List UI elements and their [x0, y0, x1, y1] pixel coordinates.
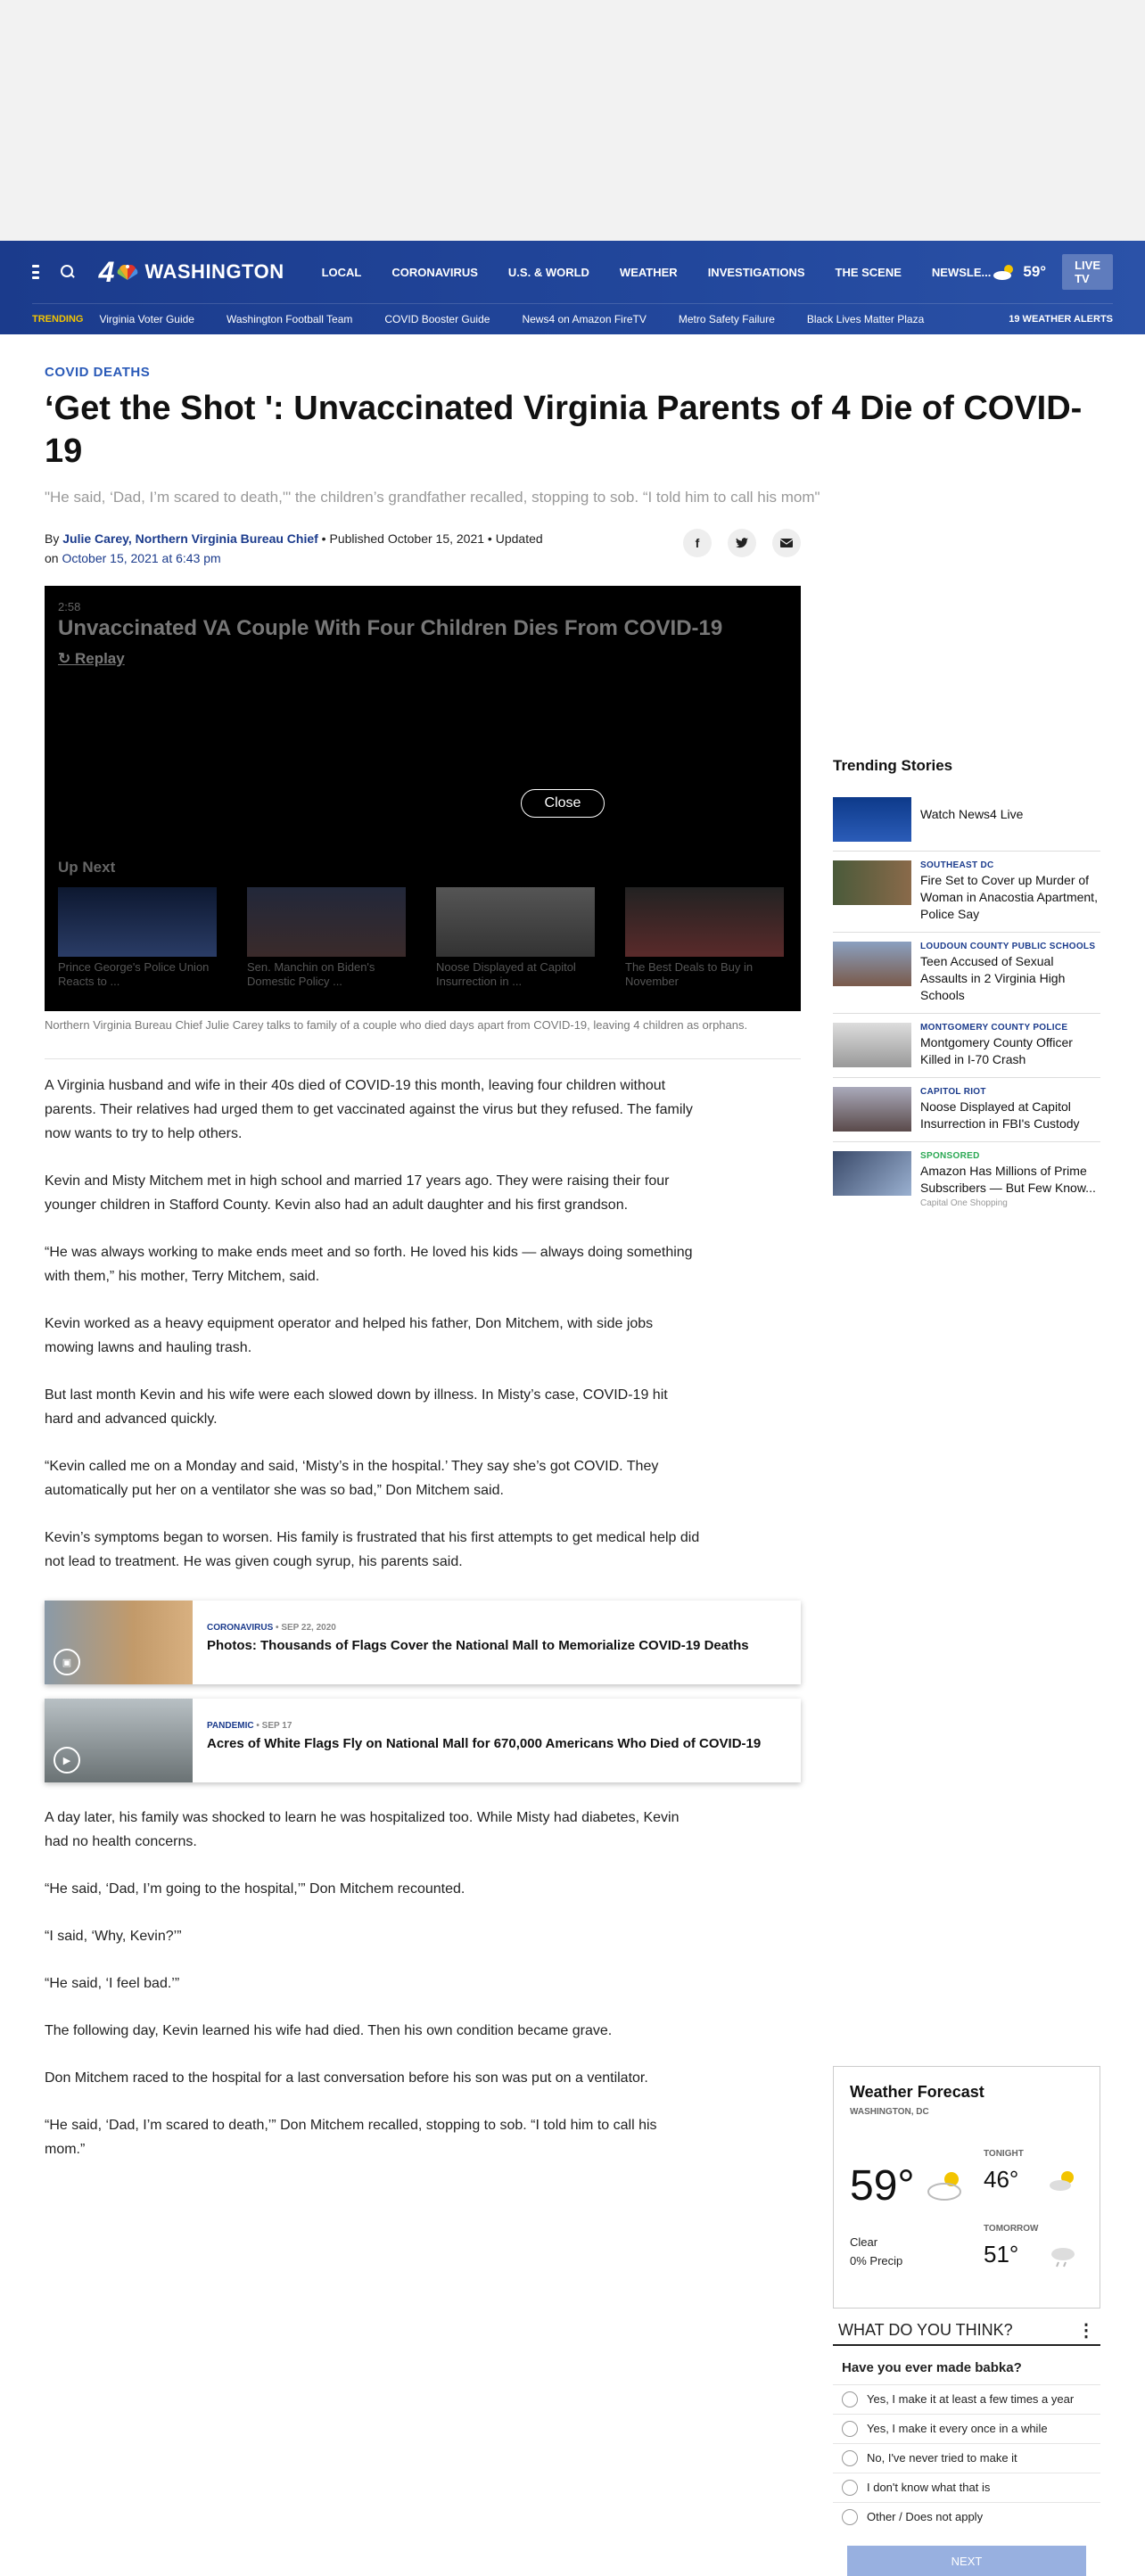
trending-story-image: [833, 1023, 911, 1067]
site-logo[interactable]: [99, 256, 284, 289]
poll-option-label: Yes, I make it every once in a while: [867, 2422, 1048, 2435]
up-next-caption: Sen. Manchin on Biden's Domestic Policy ...: [247, 960, 375, 988]
trending-story-info: [920, 1151, 1100, 1208]
trending-link[interactable]: Metro Safety Failure: [678, 313, 775, 325]
facebook-share-icon[interactable]: f: [683, 529, 712, 557]
weather-condition-block: [850, 2233, 902, 2270]
byline-on: on: [45, 551, 62, 565]
trending-link[interactable]: Washington Football Team: [226, 313, 353, 325]
weather-title: Weather Forecast: [850, 2083, 984, 2101]
primary-nav-links: [322, 266, 992, 279]
up-next-list: [58, 887, 784, 989]
trending-links: [99, 313, 1009, 325]
trending-story-info: [920, 942, 1100, 1004]
replay-button[interactable]: [58, 650, 125, 668]
trending-story-category[interactable]: MONTGOMERY COUNTY POLICE: [920, 1023, 1068, 1033]
trending-story-image: [833, 1087, 911, 1132]
play-icon: ▶: [54, 1747, 80, 1774]
tomorrow-label: TOMORROW: [984, 2224, 1039, 2234]
article-paragraph: The following day, Kevin learned his wife had died. Then his own condition became grave.: [45, 2023, 613, 2038]
related-story-image: [45, 1699, 193, 1782]
trending-stories-title: Trending Stories: [833, 757, 953, 774]
trending-stories-list: [833, 788, 1100, 1217]
peacock-logo-icon: [116, 263, 139, 281]
twitter-share-icon[interactable]: [728, 529, 756, 557]
related-story-date: • SEP 17: [253, 1721, 292, 1731]
article-paragraph: “He said, ‘I feel bad.’”: [45, 1976, 180, 1991]
poll-option[interactable]: [833, 2414, 1100, 2443]
hamburger-menu-icon[interactable]: [32, 265, 39, 279]
article-paragraph: Kevin worked as a heavy equipment operator and helped his father, Don Mitchem, with side jobs mowing lawns and hauling trash.: [45, 1316, 654, 1355]
search-icon[interactable]: [61, 265, 66, 279]
related-story-text: [193, 1601, 763, 1684]
related-story-category[interactable]: CORONAVIRUS: [207, 1623, 274, 1633]
poll-widget: [833, 2316, 1100, 2576]
radio-button[interactable]: [842, 2391, 858, 2407]
trending-story-headline[interactable]: Montgomery County Officer Killed in I-70 Crash: [920, 1035, 1073, 1066]
gallery-icon: ▣: [54, 1649, 80, 1675]
video-close-button[interactable]: Close: [521, 789, 605, 818]
related-story-date: • SEP 22, 2020: [273, 1623, 336, 1633]
article-paragraph: “Kevin called me on a Monday and said, ‘Misty’s in the hospital.’ They say she’s got COVID. They automatically put her on a ventilator she was so bad,” Don Mitchem said.: [45, 1459, 659, 1498]
article-paragraph: A day later, his family was shocked to learn he was hospitalized too. While Misty had diabetes, Kevin had no health concerns.: [45, 1810, 680, 1849]
tonight-temp: 46°: [984, 2166, 1019, 2193]
trending-story-item[interactable]: [833, 788, 1100, 852]
article-paragraph: Kevin and Misty Mitchem met in high school and married 17 years ago. They were raising their four younger children in Stafford County. Kevin also had an adult daughter and his first grandson.: [45, 1173, 670, 1213]
article-kicker[interactable]: COVID DEATHS: [45, 365, 151, 380]
replay-icon: ↻: [58, 650, 75, 667]
up-next-thumbnail: [436, 887, 595, 957]
trending-story-headline[interactable]: Noose Displayed at Capitol Insurrection in FBI's Custody: [920, 1099, 1080, 1131]
trending-story-category[interactable]: LOUDOUN COUNTY PUBLIC SCHOOLS: [920, 942, 1096, 951]
partly-cloudy-icon: [991, 262, 1017, 282]
nav-link-weather[interactable]: WEATHER: [619, 265, 678, 279]
sponsor-source: Capital One Shopping: [920, 1198, 1008, 1208]
poll-option[interactable]: [833, 2443, 1100, 2473]
trending-link[interactable]: News4 on Amazon FireTV: [522, 313, 647, 325]
tonight-forecast: [984, 2149, 1024, 2193]
main-content: [0, 365, 1145, 2568]
trending-story-item[interactable]: [833, 933, 1100, 1014]
rain-cloud-icon: [1048, 2243, 1078, 2268]
divider: [45, 1058, 801, 1059]
article-paragraph: Kevin’s symptoms began to worsen. His family is frustrated that his first attempts to get medical help did not lead to treatment. He was given cough syrup, his parents said.: [45, 1530, 700, 1569]
poll-option-label: Yes, I make it at least a few times a year: [867, 2392, 1075, 2406]
weather-precip: 0% Precip: [850, 2254, 903, 2267]
article-paragraph: “He was always working to make ends meet and so forth. He loved his kids — always doing something with them,” his mother, Terry Mitchem, said.: [45, 1245, 693, 1284]
article-dek: "He said, ‘Dad, I’m scared to death,'" the children’s grandfather recalled, stopping to sob. “I told him to call his mom": [45, 489, 820, 506]
radio-button[interactable]: [842, 2421, 858, 2437]
more-options-icon[interactable]: ⋮: [1077, 2320, 1095, 2341]
article-paragraph: “He said, ‘Dad, I’m going to the hospital,’” Don Mitchem recounted.: [45, 1881, 465, 1897]
trending-story-image: [833, 1151, 911, 1196]
trending-story-category[interactable]: CAPITOL RIOT: [920, 1087, 986, 1097]
poll-option-label: I don't know what that is: [867, 2481, 991, 2494]
tomorrow-forecast: [984, 2224, 1038, 2268]
trending-link[interactable]: Virginia Voter Guide: [99, 313, 194, 325]
weather-alerts-link[interactable]: 19 WEATHER ALERTS: [1009, 314, 1113, 325]
logo-number: 4: [98, 255, 115, 288]
trending-story-info: [920, 797, 1100, 842]
poll-title: WHAT DO YOU THINK?: [838, 2320, 1013, 2339]
related-story-image: [45, 1601, 193, 1684]
poll-header: [833, 2316, 1100, 2346]
weather-forecast-card[interactable]: [833, 2066, 1100, 2309]
article-headline: ‘Get the Shot ': Unvaccinated Virginia Parents of 4 Die of COVID-19: [45, 390, 1083, 470]
related-story-headline[interactable]: Photos: Thousands of Flags Cover the National Mall to Memorialize COVID-19 Deaths: [207, 1638, 749, 1653]
up-next-thumbnail: [625, 887, 784, 957]
poll-option[interactable]: [833, 2473, 1100, 2502]
video-duration: 2:58: [58, 600, 81, 613]
trending-story-image: [833, 860, 911, 905]
related-story-headline[interactable]: Acres of White Flags Fly on National Mall for 670,000 Americans Who Died of COVID-19: [207, 1736, 762, 1751]
poll-option[interactable]: [833, 2384, 1100, 2414]
article-paragraph: But last month Kevin and his wife were each slowed down by illness. In Misty’s case, COVID-19 hit hard and advanced quickly.: [45, 1387, 668, 1427]
nav-link-coronavirus[interactable]: CORONAVIRUS: [391, 265, 478, 279]
trending-story-info: [920, 1087, 1100, 1132]
author-link[interactable]: Julie Carey, Northern Virginia Bureau Chief: [62, 531, 318, 546]
trending-story-item[interactable]: [833, 1142, 1100, 1217]
up-next-caption: Noose Displayed at Capitol Insurrection in ...: [436, 960, 576, 988]
current-temp: 59°: [850, 2162, 915, 2210]
header-weather[interactable]: [991, 262, 1046, 282]
related-story-text: [193, 1699, 775, 1782]
radio-button[interactable]: [842, 2480, 858, 2496]
tomorrow-temp: 51°: [984, 2241, 1019, 2267]
video-caption: Northern Virginia Bureau Chief Julie Carey talks to family of a couple who died days apart from COVID-19, leaving 4 children as orphans.: [45, 1018, 748, 1032]
up-next-caption: Prince George's Police Union Reacts to ...: [58, 960, 210, 988]
related-story-category[interactable]: PANDEMIC: [207, 1721, 254, 1731]
nav-link-local[interactable]: LOCAL: [321, 265, 362, 279]
up-next-label: Up Next: [58, 859, 116, 876]
trending-story-item[interactable]: [833, 852, 1100, 933]
updated-date: October 15, 2021 at 6:43 pm: [62, 551, 221, 565]
email-share-icon[interactable]: [772, 529, 801, 557]
poll-option[interactable]: [833, 2502, 1100, 2531]
article-body-part-1: [45, 1074, 700, 1574]
video-player[interactable]: [45, 586, 801, 1011]
trending-link[interactable]: COVID Booster Guide: [384, 313, 490, 325]
byline-by: By: [45, 531, 63, 546]
trending-story-info: [920, 1023, 1100, 1068]
up-next-item[interactable]: [625, 887, 784, 989]
up-next-item[interactable]: [436, 887, 595, 989]
up-next-item[interactable]: [247, 887, 406, 989]
related-story-meta: [207, 1721, 761, 1731]
byline: [45, 529, 543, 568]
up-next-thumbnail: [247, 887, 406, 957]
weather-condition: Clear: [850, 2235, 878, 2249]
article-paragraph: “He said, ‘Dad, I’m scared to death,’” Don Mitchem recalled, stopping to sob. “I told him to call his mom.”: [45, 2118, 657, 2157]
poll-next-button[interactable]: NEXT: [847, 2546, 1086, 2576]
trending-label: TRENDING: [32, 314, 84, 325]
trending-story-image: [833, 942, 911, 986]
trending-story-category[interactable]: SOUTHEAST DC: [920, 860, 994, 870]
poll-option-label: Other / Does not apply: [867, 2510, 984, 2523]
logo-text: WASHINGTON: [144, 260, 284, 283]
article-paragraph: A Virginia husband and wife in their 40s died of COVID-19 this month, leaving four children without parents. Their relatives had urged them to get vaccinated against the virus but they refused. The family now wants to try to help others.: [45, 1078, 693, 1141]
up-next-caption: The Best Deals to Buy in November: [625, 960, 754, 988]
sponsored-label: SPONSORED: [920, 1151, 980, 1161]
radio-button[interactable]: [842, 2450, 858, 2466]
site-header: [0, 241, 1145, 334]
trending-link[interactable]: Black Lives Matter Plaza: [806, 313, 925, 325]
related-story-card[interactable]: [45, 1601, 801, 1684]
header-temp: 59°: [1023, 263, 1047, 280]
up-next-item[interactable]: [58, 887, 217, 989]
article-paragraph: “I said, ‘Why, Kevin?’”: [45, 1929, 182, 1944]
related-story-meta: [207, 1623, 749, 1633]
partly-cloudy-moon-icon: [1048, 2169, 1078, 2193]
share-buttons: [683, 529, 801, 568]
radio-button[interactable]: [842, 2509, 858, 2525]
article-body-part-2: [45, 1806, 700, 2161]
trending-story-item[interactable]: [833, 1014, 1100, 1078]
nav-link-newsletters[interactable]: NEWSLE...: [931, 265, 992, 279]
partly-cloudy-night-icon: [925, 2169, 968, 2204]
trending-story-headline[interactable]: Amazon Has Millions of Prime Subscribers — But Few Know...: [920, 1164, 1096, 1195]
trending-bar: [32, 303, 1113, 334]
poll-option-label: No, I've never tried to make it: [867, 2451, 1017, 2465]
poll-question: Have you ever made babka?: [842, 2360, 1022, 2375]
tonight-label: TONIGHT: [984, 2149, 1024, 2159]
main-nav: [0, 241, 1145, 303]
trending-story-headline[interactable]: Watch News4 Live: [920, 807, 1024, 821]
trending-story-item[interactable]: [833, 1078, 1100, 1142]
trending-story-image: [833, 797, 911, 842]
replay-label: Replay: [74, 650, 125, 667]
nav-link-the-scene[interactable]: THE SCENE: [835, 265, 902, 279]
up-next-thumbnail: [58, 887, 217, 957]
weather-location: WASHINGTON, DC: [850, 2107, 929, 2117]
article-paragraph: Don Mitchem raced to the hospital for a last conversation before his son was put on a ventilator.: [45, 2070, 648, 2086]
related-story-card[interactable]: [45, 1699, 801, 1782]
published-date: • Published October 15, 2021 • Updated: [317, 531, 543, 546]
byline-row: [45, 529, 801, 568]
trending-story-headline[interactable]: Fire Set to Cover up Murder of Woman in Anacostia Apartment, Police Say: [920, 873, 1098, 921]
nav-link-investigations[interactable]: INVESTIGATIONS: [707, 265, 805, 279]
trending-story-headline[interactable]: Teen Accused of Sexual Assaults in 2 Virginia High Schools: [920, 954, 1066, 1002]
nav-link-us-world[interactable]: U.S. & WORLD: [507, 265, 589, 279]
top-ad-space: [0, 0, 1145, 241]
video-title: Unvaccinated VA Couple With Four Children Dies From COVID-19: [58, 616, 723, 640]
trending-story-info: [920, 860, 1100, 923]
live-tv-button[interactable]: LIVE TV: [1062, 254, 1113, 290]
